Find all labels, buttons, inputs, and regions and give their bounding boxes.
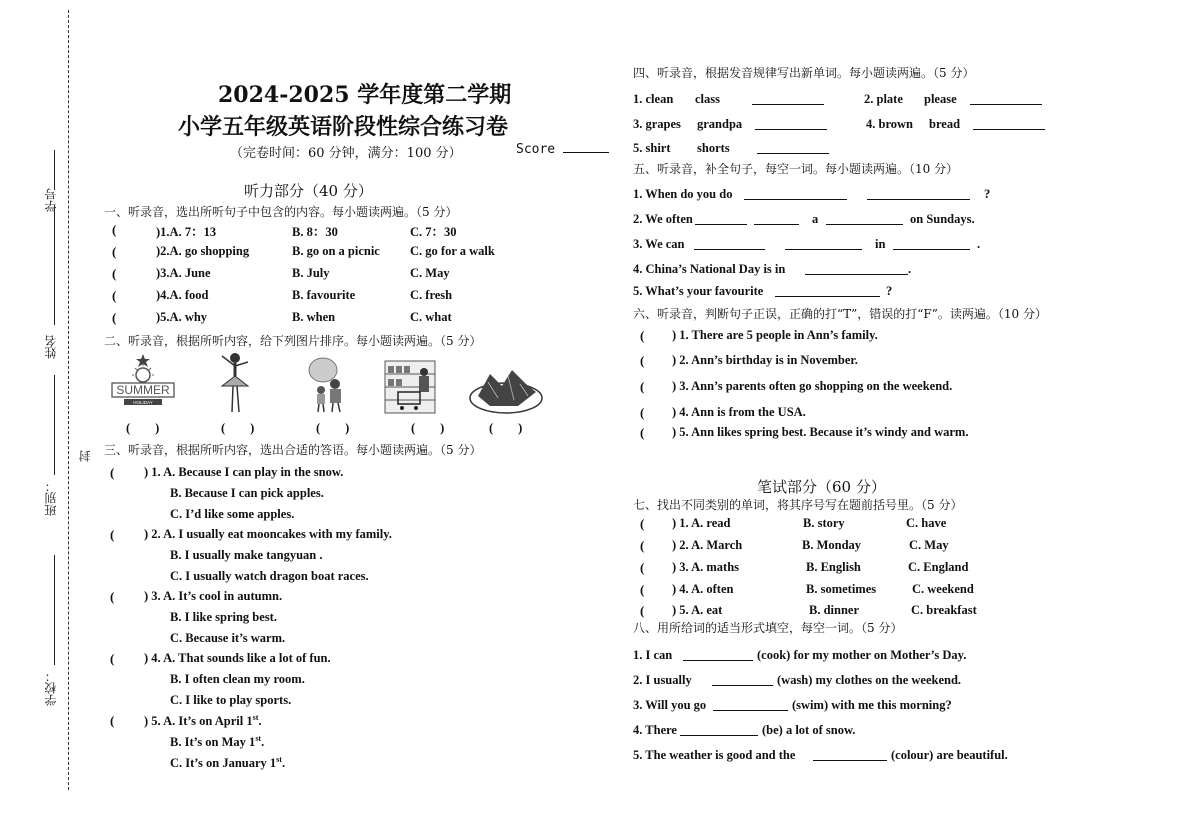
s3-option-b: B. Because I can pick apples. (170, 486, 324, 500)
s3-option-a: ) 5. A. It’s on April 1st. (144, 713, 262, 729)
s7-option-a: ) 4. A. often (672, 582, 734, 596)
name-underline (54, 205, 55, 325)
s1-option-c: C. go for a walk (410, 244, 495, 258)
s6-statement: ) 1. There are 5 people in Ann’s family. (672, 328, 878, 342)
s3-option-c: C. I like to play sports. (170, 693, 292, 707)
s8-sentence-start: 3. Will you go (633, 698, 707, 712)
s4-word-b: class (695, 92, 720, 106)
s8-sentence-end: (cook) for my mother on Mother’s Day. (757, 648, 967, 662)
s8-answer-blank[interactable] (680, 724, 758, 736)
s3-paren-open[interactable]: ( (110, 713, 115, 728)
s7-option-b: B. sometimes (806, 582, 877, 596)
s6-statement: ) 3. Ann’s parents often go shopping on the weekend. (672, 379, 953, 393)
s3-paren-open[interactable]: ( (110, 589, 115, 604)
s6-paren-open[interactable]: ( (640, 405, 645, 420)
s7-paren-open[interactable]: ( (640, 516, 645, 531)
family-walk-icon (305, 356, 353, 414)
s5-sentence: 2. We often (633, 212, 693, 226)
s4-answer-blank[interactable] (752, 93, 824, 105)
s7-option-b: B. English (806, 560, 861, 574)
s5-mid: a (812, 212, 819, 226)
s5-sentence: 5. What’s your favourite (633, 284, 764, 298)
s2-answer-paren[interactable]: ( ) (316, 421, 350, 435)
s8-sentence-end: (be) a lot of snow. (762, 723, 856, 737)
s4-title: 四、听录音，根据发音规律写出新单词。每小题读两遍。（5 分） (633, 66, 975, 80)
s2-title: 二、听录音，根据所听内容，给下列图片排序。每小题读两遍。（5 分） (104, 334, 482, 348)
s1-option-a: )1.A. 7：13 (156, 225, 217, 239)
s3-option-a: ) 2. A. I usually eat mooncakes with my family. (144, 527, 392, 541)
s3-option-c: C. It’s on January 1st. (170, 755, 286, 771)
s2-answer-paren[interactable]: ( ) (126, 421, 160, 435)
s4-word-b: bread (929, 117, 961, 131)
s3-option-b: B. I usually make tangyuan . (170, 548, 323, 562)
s1-paren-open[interactable]: ( (112, 288, 117, 303)
binding-dashed-line (68, 10, 69, 790)
s4-word-a: 1. clean (633, 92, 674, 106)
s1-option-c: C. May (410, 266, 450, 280)
s5-answer-blank[interactable] (785, 238, 862, 250)
score-label: Score (516, 141, 609, 157)
s7-paren-open[interactable]: ( (640, 560, 645, 575)
s8-title: 八、用所给词的适当形式填空，每空一词。（5 分） (633, 621, 903, 635)
school-label: 学校： (44, 670, 58, 706)
s4-answer-blank[interactable] (757, 142, 829, 154)
s4-answer-blank[interactable] (970, 93, 1042, 105)
s1-option-c: C. what (410, 310, 452, 324)
s4-word-b: shorts (697, 141, 730, 155)
s3-option-c: C. I’d like some apples. (170, 507, 295, 521)
s7-paren-open[interactable]: ( (640, 603, 645, 618)
s8-sentence-end: (swim) with me this morning? (792, 698, 952, 712)
s5-answer-blank[interactable] (775, 285, 880, 297)
s7-option-c: C. weekend (912, 582, 974, 596)
s8-answer-blank[interactable] (813, 749, 887, 761)
shopping-cart-icon (384, 360, 436, 414)
s1-paren-open[interactable]: ( (112, 222, 117, 237)
s4-word-a: 2. plate (864, 92, 903, 106)
s5-answer-blank[interactable] (826, 213, 903, 225)
s4-word-b: please (924, 92, 957, 106)
s1-option-a: )3.A. June (156, 266, 211, 280)
s3-option-a: ) 1. A. Because I can play in the snow. (144, 465, 344, 479)
s1-option-c: C. fresh (410, 288, 453, 302)
s7-option-b: B. Monday (802, 538, 862, 552)
s7-paren-open[interactable]: ( (640, 582, 645, 597)
id-underline (54, 150, 55, 190)
s7-title: 七、找出不同类别的单词，将其序号写在题前括号里。（5 分） (633, 498, 963, 512)
s3-paren-open[interactable]: ( (110, 527, 115, 542)
s7-option-b: B. story (803, 516, 845, 530)
s5-end: on Sundays. (910, 212, 975, 226)
class-label: 班别： (44, 480, 58, 516)
listening-section-title: 听力部分（40 分） (244, 182, 373, 200)
s7-option-a: ) 1. A. read (672, 516, 731, 530)
s7-option-a: ) 3. A. maths (672, 560, 740, 574)
s7-option-c: C. England (908, 560, 969, 574)
s5-sentence: 1. When do you do (633, 187, 733, 201)
svg-text:SUMMER: SUMMER (116, 383, 170, 397)
s1-paren-open[interactable]: ( (112, 310, 117, 325)
s7-option-a: ) 5. A. eat (672, 603, 723, 617)
s8-answer-blank[interactable] (713, 699, 788, 711)
s7-option-a: ) 2. A. March (672, 538, 743, 552)
s6-paren-open[interactable]: ( (640, 379, 645, 394)
s1-option-b: B. 8：30 (292, 225, 338, 239)
s5-end: ? (886, 284, 893, 298)
s5-end: . (908, 262, 912, 276)
s1-option-a: )5.A. why (156, 310, 208, 324)
s8-answer-blank[interactable] (683, 649, 753, 661)
s1-option-b: B. go on a picnic (292, 244, 380, 258)
s5-answer-blank[interactable] (744, 188, 847, 200)
s1-option-c: C. 7：30 (410, 225, 457, 239)
s6-title: 六、听录音，判断句子正误，正确的打“T”，错误的打“F”。读两遍。（10 分） (633, 307, 1047, 321)
s3-option-a: ) 4. A. That sounds like a lot of fun. (144, 651, 331, 665)
s6-statement: ) 4. Ann is from the USA. (672, 405, 806, 419)
s7-option-b: B. dinner (809, 603, 860, 617)
s5-mid: in (875, 237, 886, 251)
s3-option-c: C. Because it’s warm. (170, 631, 286, 645)
s3-paren-open[interactable]: ( (110, 465, 115, 480)
s1-option-b: B. when (292, 310, 336, 324)
s6-paren-open[interactable]: ( (640, 353, 645, 368)
s6-statement: ) 5. Ann likes spring best. Because it’s windy and warm. (672, 425, 969, 439)
s6-paren-open[interactable]: ( (640, 425, 645, 440)
s2-answer-paren[interactable]: ( ) (489, 421, 523, 435)
ballet-dancer-icon (214, 350, 254, 416)
s5-sentence: 3. We can (633, 237, 685, 251)
s5-title: 五、听录音，补全句子，每空一词。每小题读两遍。（10 分） (633, 162, 959, 176)
s8-sentence-end: (colour) are beautiful. (891, 748, 1008, 762)
s4-answer-blank[interactable] (973, 118, 1045, 130)
s1-option-b: B. July (292, 266, 330, 280)
s1-paren-open[interactable]: ( (112, 266, 117, 281)
s3-option-b: B. I like spring best. (170, 610, 277, 624)
mooncakes-icon (468, 362, 544, 416)
s7-option-c: C. have (906, 516, 947, 530)
exam-info: （完卷时间：60 分钟，满分：100 分） (230, 146, 462, 161)
s4-word-a: 5. shirt (633, 141, 671, 155)
s4-word-a: 4. brown (866, 117, 914, 131)
score-blank[interactable] (563, 141, 609, 153)
s3-paren-open[interactable]: ( (110, 651, 115, 666)
s5-sentence: 4. China’s National Day is in (633, 262, 786, 276)
s5-answer-blank[interactable] (695, 213, 747, 225)
s3-option-c: C. I usually watch dragon boat races. (170, 569, 369, 583)
s1-paren-open[interactable]: ( (112, 244, 117, 259)
s4-answer-blank[interactable] (755, 118, 827, 130)
s1-option-a: )2.A. go shopping (156, 244, 250, 258)
s5-end: ? (984, 187, 991, 201)
seal-label: 封 (78, 450, 92, 462)
s1-option-b: B. favourite (292, 288, 356, 302)
s5-answer-blank[interactable] (867, 188, 970, 200)
s3-title: 三、听录音，根据所听内容，选出合适的答语。每小题读两遍。（5 分） (104, 443, 482, 457)
s5-end: . (977, 237, 981, 251)
s4-word-a: 3. grapes (633, 117, 681, 131)
class-underline (54, 375, 55, 475)
s6-paren-open[interactable]: ( (640, 328, 645, 343)
id-label: 学号 (44, 188, 58, 212)
s8-sentence-start: 4. There (633, 723, 677, 737)
exam-title: 小学五年级英语阶段性综合练习卷 (178, 114, 509, 140)
school-underline (54, 555, 55, 665)
s2-answer-paren[interactable]: ( ) (411, 421, 445, 435)
exam-year-title: 2024-2025 学年度第二学期 (218, 82, 512, 108)
writing-section-title: 笔试部分（60 分） (757, 478, 886, 496)
s8-sentence-end: (wash) my clothes on the weekend. (777, 673, 962, 687)
s7-option-c: C. breakfast (911, 603, 977, 617)
s8-sentence-start: 5. The weather is good and the (633, 748, 796, 762)
s3-option-b: B. It’s on May 1st. (170, 734, 265, 750)
s3-option-a: ) 3. A. It’s cool in autumn. (144, 589, 283, 603)
s5-answer-blank[interactable] (893, 238, 970, 250)
s5-answer-blank[interactable] (754, 213, 799, 225)
summer-holiday-icon (110, 352, 176, 414)
s8-sentence-start: 1. I can (633, 648, 673, 662)
s8-sentence-start: 2. I usually (633, 673, 692, 687)
s7-paren-open[interactable]: ( (640, 538, 645, 553)
svg-text:HOLIDAY: HOLIDAY (133, 400, 153, 405)
s1-title: 一、听录音，选出所听句子中包含的内容。每小题读两遍。（5 分） (104, 205, 458, 219)
s5-answer-blank[interactable] (805, 263, 908, 275)
s7-option-c: C. May (909, 538, 949, 552)
s2-answer-paren[interactable]: ( ) (221, 421, 255, 435)
s6-statement: ) 2. Ann’s birthday is in November. (672, 353, 858, 367)
s5-answer-blank[interactable] (694, 238, 765, 250)
s3-option-b: B. I often clean my room. (170, 672, 305, 686)
name-label: 姓名 (44, 335, 58, 359)
s8-answer-blank[interactable] (712, 674, 773, 686)
s4-word-b: grandpa (697, 117, 743, 131)
s1-option-a: )4.A. food (156, 288, 209, 302)
